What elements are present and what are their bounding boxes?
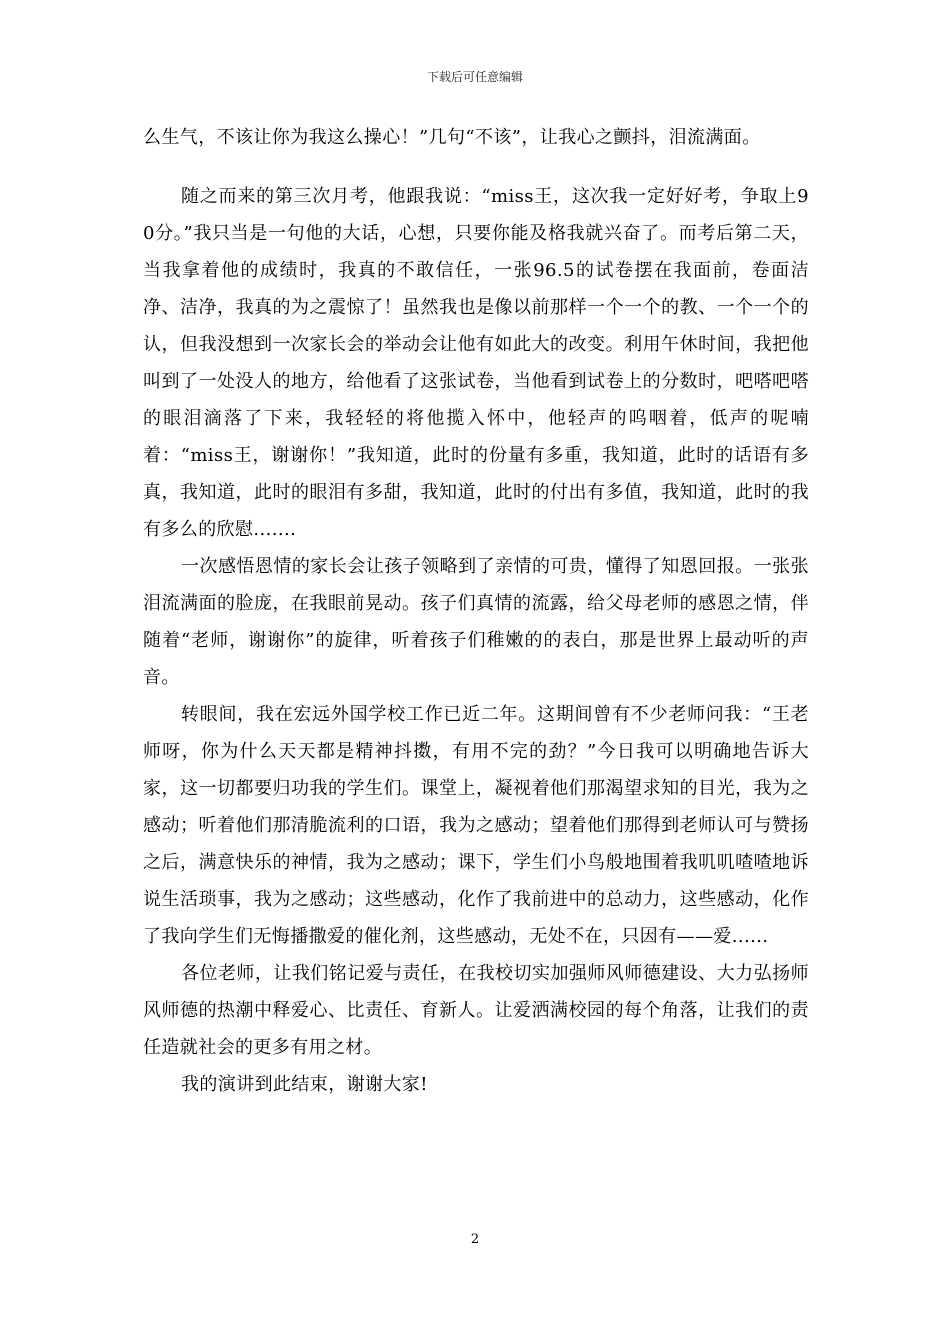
paragraph-gap: [143, 156, 809, 178]
paragraph-2: 随之而来的第三次月考，他跟我说：“miss王，这次我一定好好考，争取上90分。”我只当是一句他的大话，心想，只要你能及格我就兴奋了。而考后第二天，当我拿着他的成绩时，我真的不敢信任，一张96.5的试卷摆在我面前，卷面洁净、洁净，我真的为之震惊了！虽然我也是像以前那样一个一个的教、一个一个的认，但我没想到一次家长会的举动会让他有如此大的改变。利用午休时间，我把他叫到了一处没人的地方，给他看了这张试卷，当他看到试卷上的分数时，吧嗒吧嗒的眼泪滴落了下来，我轻轻的将他揽入怀中，他轻声的呜咽着，低声的呢喃着：“miss王，谢谢你！”我知道，此时的份量有多重，我知道，此时的话语有多真，我知道，此时的眼泪有多甜，我知道，此时的付出有多值，我知道，此时的我有多么的欣慰.......: [143, 186, 809, 540]
paragraph-3: 一次感悟恩情的家长会让孩子领略到了亲情的可贵，懂得了知恩回报。一张张泪流满面的脸庞，在我眼前晃动。孩子们真情的流露，给父母老师的感恩之情，伴随着“老师，谢谢你”的旋律，听着孩子们稚嫩的的表白，那是世界上最动听的声音。: [143, 556, 809, 688]
page-number: 2: [470, 1232, 480, 1247]
paragraph-6: 我的演讲到此结束，谢谢大家!: [181, 1074, 428, 1095]
paragraph-1: 么生气，不该让你为我这么操心！”几句“不该”，让我心之颤抖，泪流满面。: [143, 127, 761, 148]
document-body: [143, 119, 809, 1103]
page-header: 下载后可任意编辑: [426, 70, 523, 84]
paragraph-4: 转眼间，我在宏远外国学校工作已近二年。这期间曾有不少老师问我：“王老师呀，你为什么天天都是精神抖擞，有用不完的劲？”今日我可以明确地告诉大家，这一切都要归功我的学生们。课堂上，凝视着他们那渴望求知的目光，我为之感动；听着他们那清脆流利的口语，我为之感动；望着他们那得到老师认可与赞扬之后，满意快乐的神情，我为之感动；课下，学生们小鸟般地围着我叽叽喳喳地诉说生活琐事，我为之感动；这些感动，化作了我前进中的总动力，这些感动，化作了我向学生们无悔播撒爱的催化剂，这些感动，无处不在，只因有——爱......: [143, 704, 809, 947]
paragraph-5: 各位老师，让我们铭记爱与责任，在我校切实加强师风师德建设、大力弘扬师风师德的热潮中释爱心、比责任、育新人。让爱洒满校园的每个角落，让我们的责任造就社会的更多有用之材。: [143, 963, 809, 1058]
